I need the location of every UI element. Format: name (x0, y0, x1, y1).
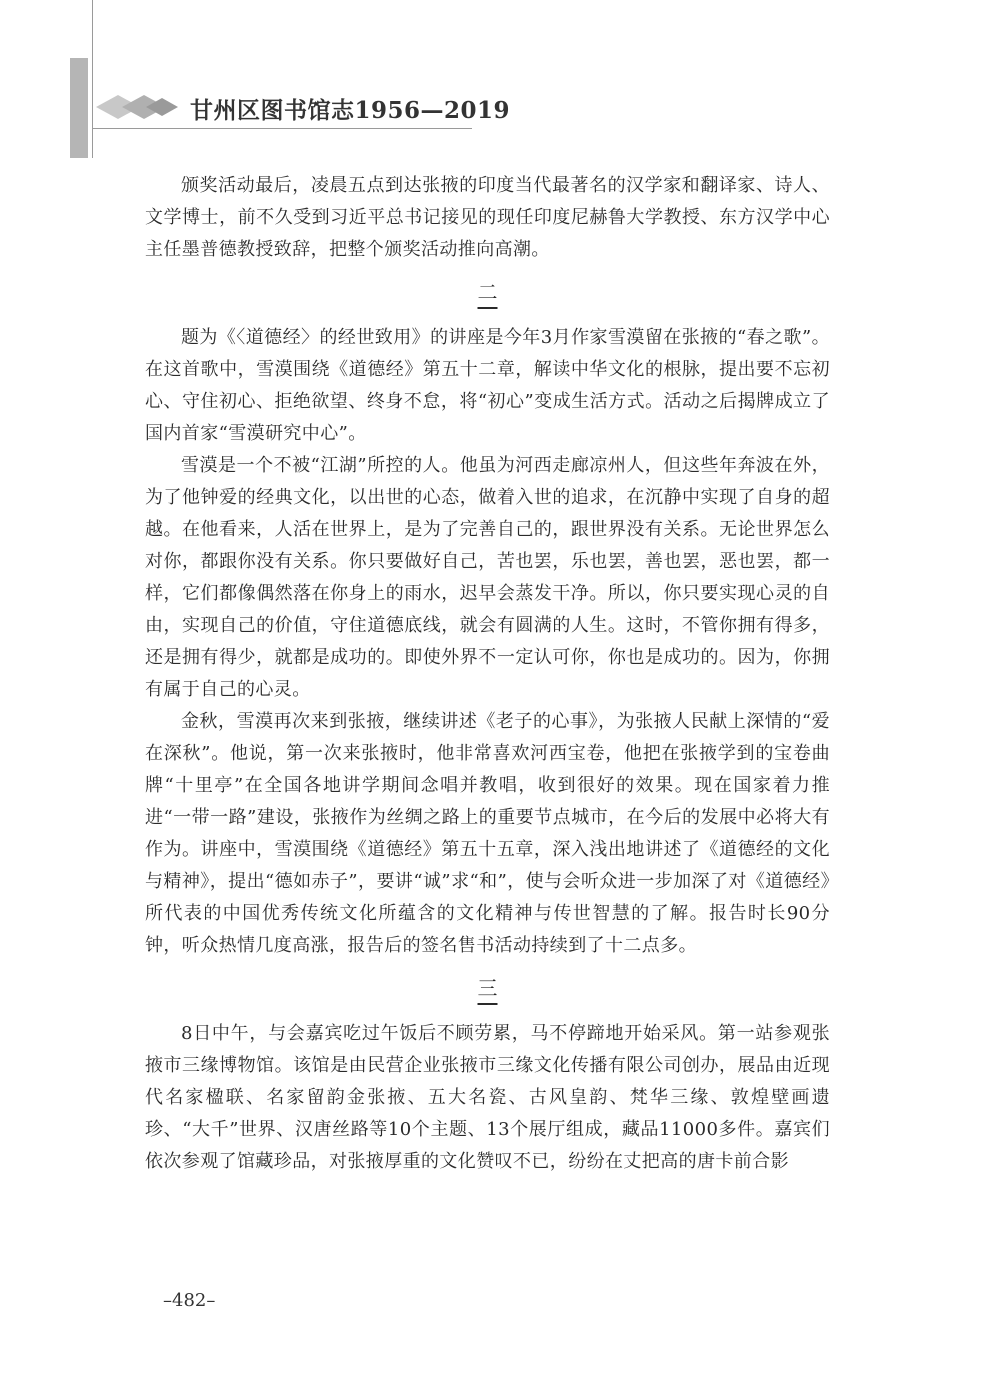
running-header-title: 甘州区图书馆志1956—2019 (190, 97, 511, 124)
header-vertical-rule (92, 0, 93, 158)
page-number: –482– (163, 1290, 216, 1311)
paragraph: 8日中午，与会嘉宾吃过午饭后不顾劳累，马不停蹄地开始采风。第一站参观张掖市三缘博物馆。该馆是由民营企业张掖市三缘文化传播有限公司创办，展品由近现代名家楹联、名家留韵金张掖、五大名瓷、古风皇韵、梵华三缘、敦煌壁画遗珍、“大千”世界、汉唐丝路等10个主题、13个展厅组成，藏品11000多件。嘉宾们依次参观了馆藏珍品，对张掖厚重的文化赞叹不已，纷纷在丈把高的唐卡前合影 (145, 1023, 830, 1172)
page-body (145, 170, 830, 1178)
paragraph: 颁奖活动最后，凌晨五点到达张掖的印度当代最著名的汉学家和翻译家、诗人、文学博士，前不久受到习近平总书记接见的现任印度尼赫鲁大学教授、东方汉学中心主任墨普德教授致辞，把整个颁奖活动推向高潮。 (145, 175, 830, 260)
paragraph: 金秋，雪漠再次来到张掖，继续讲述《老子的心事》，为张掖人民献上深情的“爱在深秋”。他说，第一次来张掖时，他非常喜欢河西宝卷，他把在张掖学到的宝卷曲牌“十里亭”在全国各地讲学期间念唱并教唱，收到很好的效果。现在国家着力推进“一带一路”建设，张掖作为丝绸之路上的重要节点城市，在今后的发展中必将大有作为。讲座中，雪漠围绕《道德经》第五十五章，深入浅出地讲述了《道德经的文化与精神》，提出“德如赤子”，要讲“诚”求“和”，使与会听众进一步加深了对《道德经》所代表的中国优秀传统文化所蕴含的文化精神与传世智慧的了解。报告时长90分钟，听众热情几度高涨，报告后的签名售书活动持续到了十二点多。 (145, 711, 830, 956)
paragraph: 雪漠是一个不被“江湖”所控的人。他虽为河西走廊凉州人，但这些年奔波在外，为了他钟爱的经典文化，以出世的心态，做着入世的追求，在沉静中实现了自身的超越。在他看来，人活在世界上，是为了完善自己的，跟世界没有关系。无论世界怎么对你，都跟你没有关系。你只要做好自己，苦也罢，乐也罢，善也罢，恶也罢，都一样，它们都像偶然落在你身上的雨水，迟早会蒸发干净。所以，你只要实现心灵的自由，实现自己的价值，守住道德底线，就会有圆满的人生。这时，不管你拥有得多，还是拥有得少，就都是成功的。即使外界不一定认可你，你也是成功的。因为，你拥有属于自己的心灵。 (145, 455, 830, 700)
header-horizontal-rule (92, 128, 472, 129)
section-heading-2: 二 (477, 280, 498, 304)
header-side-bar (70, 58, 88, 158)
section-heading-3: 三 (477, 976, 498, 1000)
diamond-ornament-icon (96, 92, 186, 122)
paragraph: 题为《〈道德经〉的经世致用》的讲座是今年3月作家雪漠留在张掖的“春之歌”。在这首歌中，雪漠围绕《道德经》第五十二章，解读中华文化的根脉，提出要不忘初心、守住初心、拒绝欲望、终身不怠，将“初心”变成生活方式。活动之后揭牌成立了国内首家“雪漠研究中心”。 (145, 327, 830, 444)
